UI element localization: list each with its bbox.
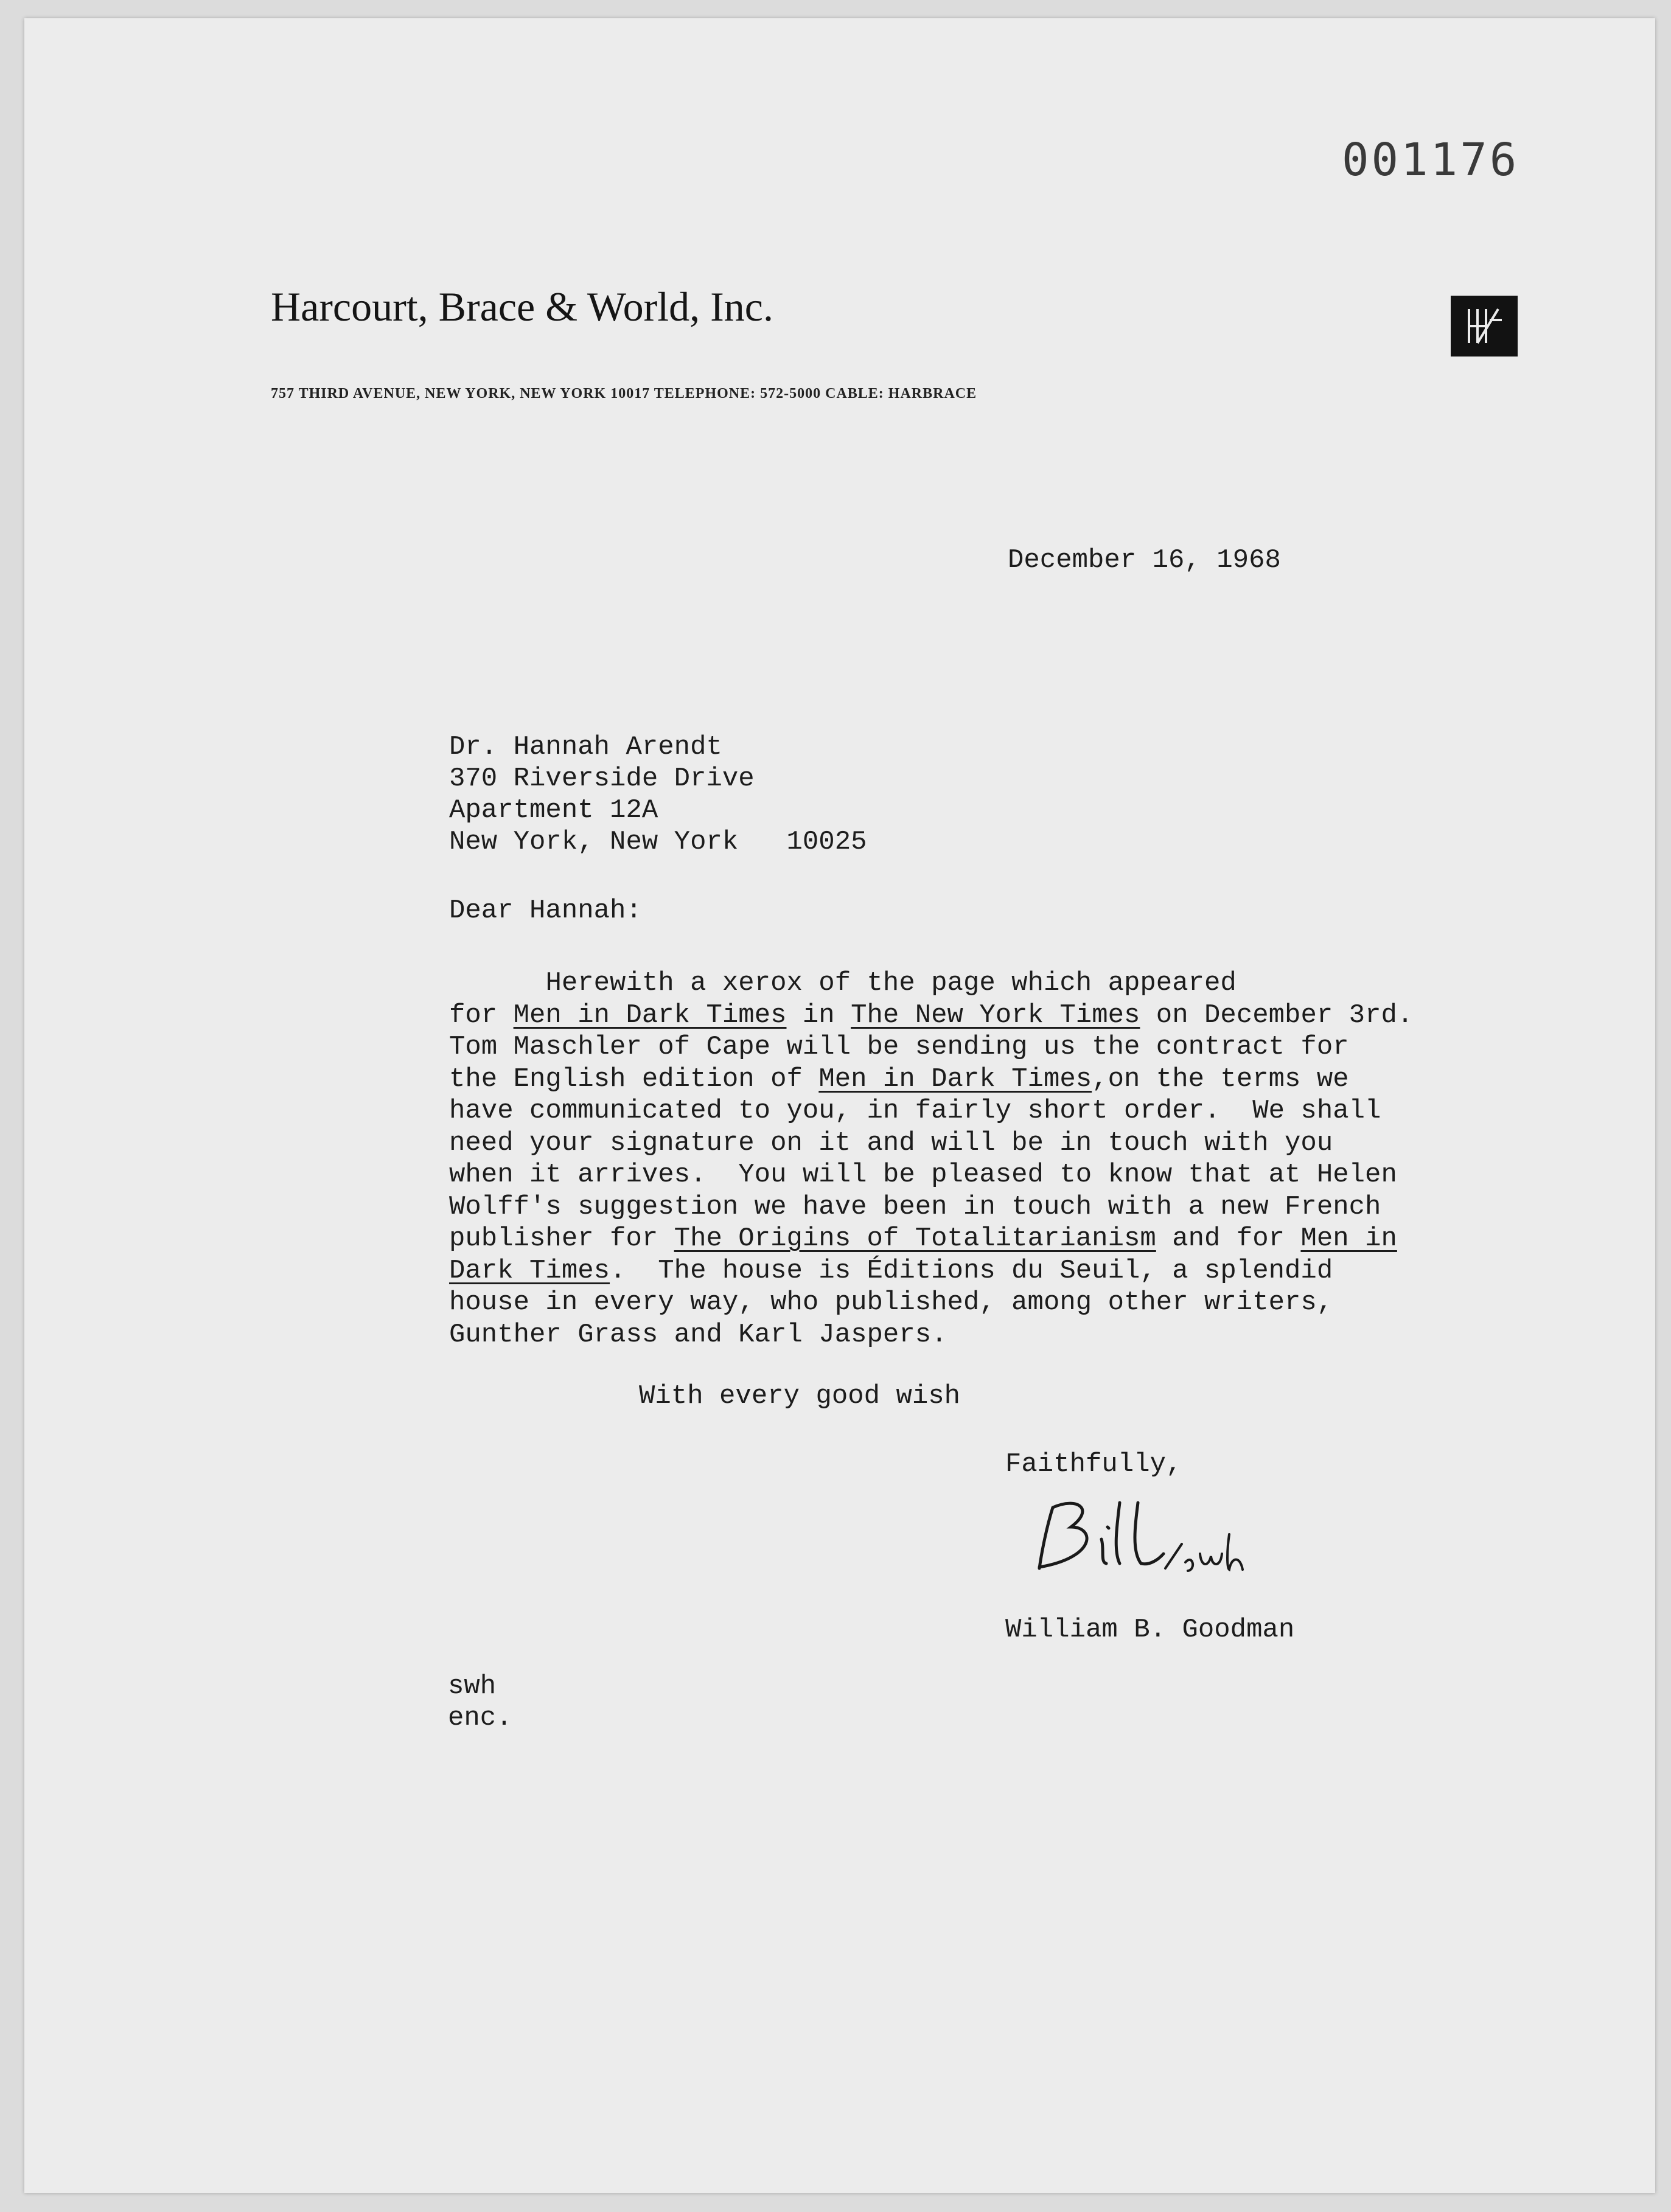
signer-name: William B. Goodman [1005,1615,1295,1645]
hbw-monogram-icon [1451,296,1518,356]
letterhead-company: Harcourt, Brace & World, Inc. [271,283,773,330]
book-title: Men in Dark Times [818,1063,1092,1094]
body-line: the English edition of Men in Dark Times,on the terms we [449,1063,1349,1094]
body-line: Herewith a xerox of the page which appeared [545,968,1237,998]
serial-number: 001176 [1342,134,1519,186]
closing-wish: With every good wish [639,1381,961,1411]
book-title: Dark Times [449,1255,610,1286]
book-title: Men in [1300,1223,1397,1254]
enclosure-note: enc. [448,1703,512,1733]
salutation: Dear Hannah: [449,896,642,926]
body-line: need your signature on it and will be in touch with you [449,1127,1333,1158]
recipient-name: Dr. Hannah Arendt [449,732,722,762]
recipient-street: 370 Riverside Drive [449,763,755,794]
body-line: when it arrives. You will be pleased to know that at Helen [449,1160,1397,1190]
body-line: Gunther Grass and Karl Jaspers. [449,1319,947,1350]
body-line: house in every way, who published, among other writers, [449,1287,1333,1318]
body-line: Dark Times. The house is Éditions du Seuil, a splendid [449,1255,1333,1286]
letterhead-address: 757 THIRD AVENUE, NEW YORK, NEW YORK 10017 TELEPHONE: 572-5000 CABLE: HARBRACE [271,386,977,402]
newspaper-title: The New York Times [851,1000,1140,1031]
closing: Faithfully, [1005,1449,1182,1480]
recipient-address [449,731,867,858]
letter-date: December 16, 1968 [1008,545,1281,576]
book-title: Men in Dark Times [513,1000,787,1031]
footer-notes [448,1671,512,1734]
body-line: have communicated to you, in fairly short order. We shall [449,1096,1381,1126]
body-line: publisher for The Origins of Totalitarianism and for Men in [449,1223,1397,1254]
letter-body [449,967,1413,1351]
recipient-apartment: Apartment 12A [449,795,658,826]
body-line: Tom Maschler of Cape will be sending us the contract for [449,1032,1349,1062]
handwritten-signature [1028,1490,1260,1582]
typist-initials: swh [448,1671,497,1702]
book-title: The Origins of Totalitarianism [674,1223,1156,1254]
letter-page [24,18,1655,2193]
recipient-city: New York, New York 10025 [449,827,867,857]
body-line: Wolff's suggestion we have been in touch with a new French [449,1191,1381,1222]
body-line: for Men in Dark Times in The New York Times on December 3rd. [449,1000,1414,1031]
